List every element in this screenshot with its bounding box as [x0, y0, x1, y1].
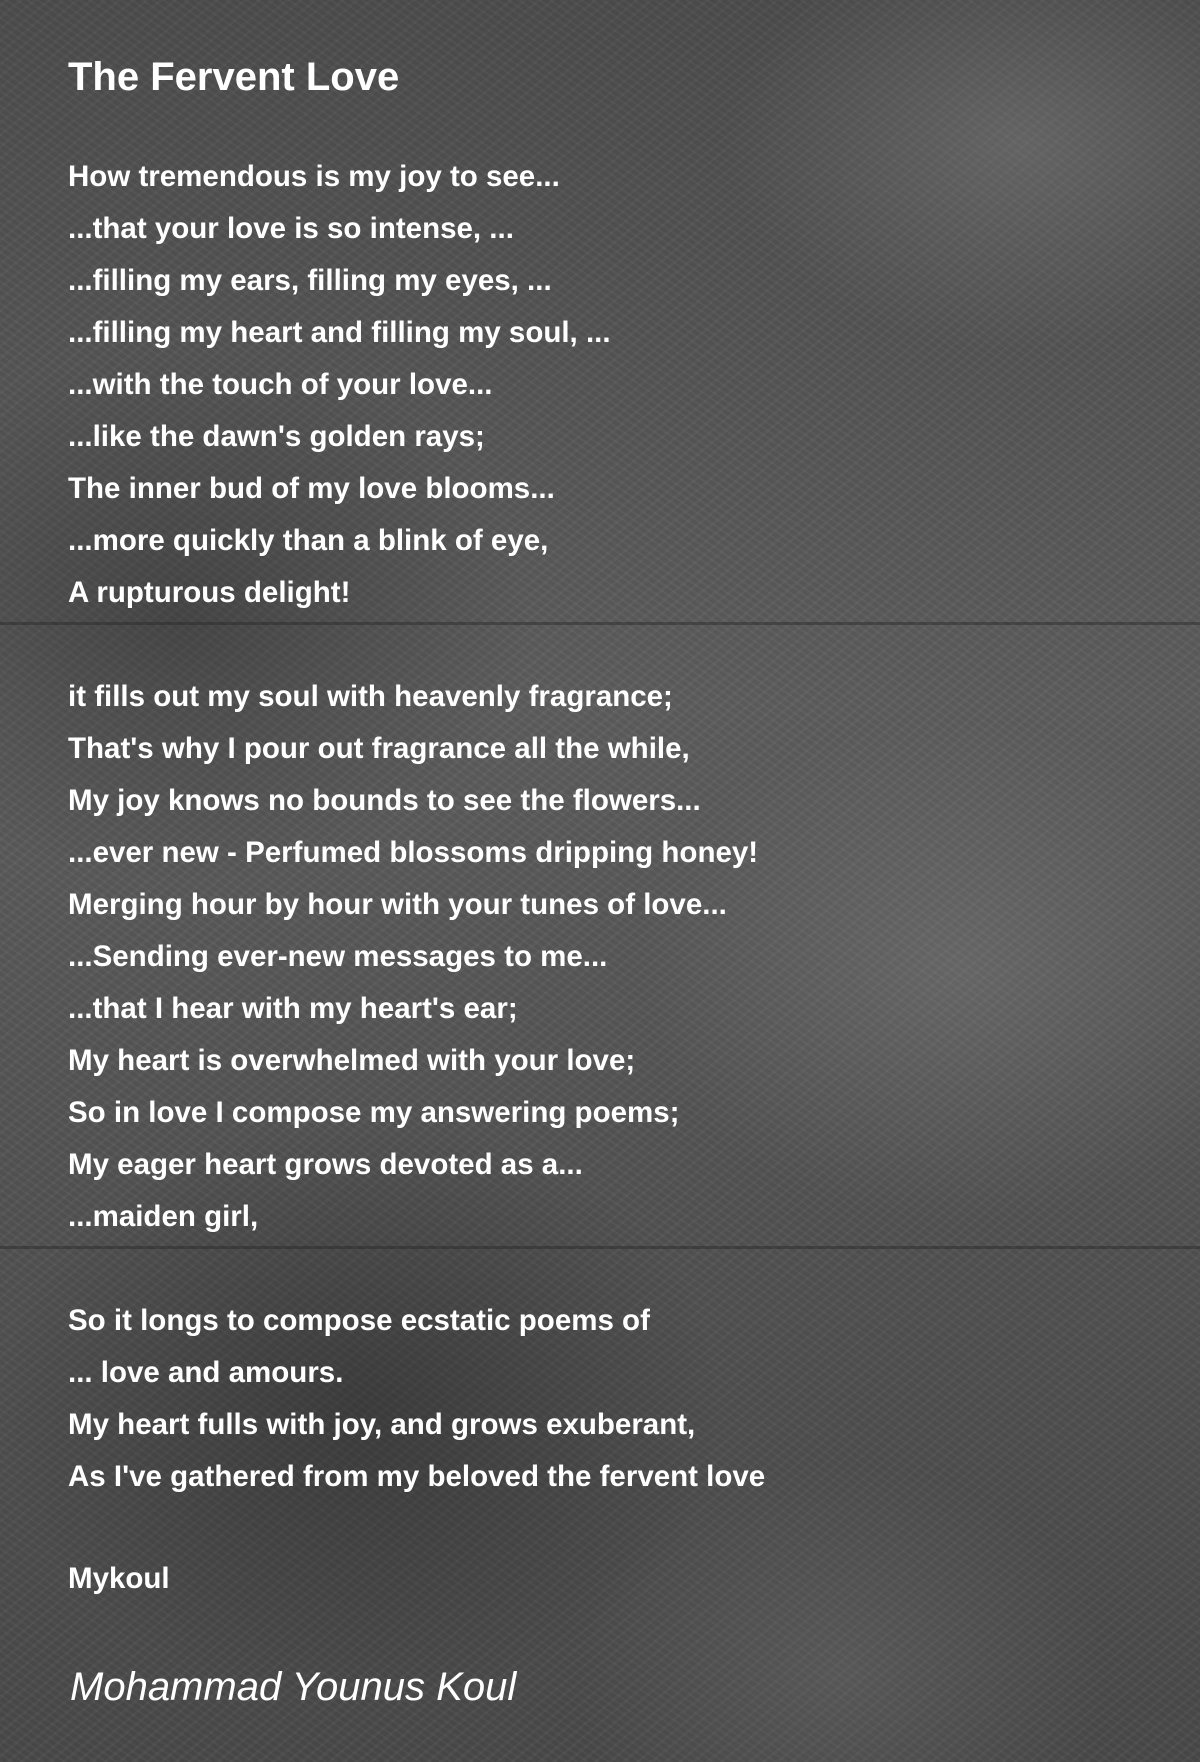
poem-line: My heart is overwhelmed with your love; — [68, 1044, 636, 1077]
poem-line: My heart fulls with joy, and grows exuberant, — [68, 1408, 696, 1441]
poem-title: The Fervent Love — [68, 55, 400, 99]
poem-line: How tremendous is my joy to see... — [68, 160, 560, 193]
poem-line: it fills out my soul with heavenly fragrance; — [68, 680, 673, 713]
poem-line: My eager heart grows devoted as a... — [68, 1148, 583, 1181]
poem-line: ...filling my heart and filling my soul, ... — [68, 316, 611, 349]
poem-line: As I've gathered from my beloved the fervent love — [68, 1460, 766, 1493]
poem-signoff: Mykoul — [68, 1562, 170, 1595]
poem-line: ...ever new - Perfumed blossoms dripping honey! — [68, 836, 759, 869]
poem-line: My joy knows no bounds to see the flowers... — [68, 784, 701, 817]
poem-line: The inner bud of my love blooms... — [68, 472, 555, 505]
poem-line: So it longs to compose ecstatic poems of — [68, 1304, 650, 1337]
stanza-1 — [68, 151, 765, 619]
poem-line: ...like the dawn's golden rays; — [68, 420, 485, 453]
poem-line: ...filling my ears, filling my eyes, ... — [68, 264, 552, 297]
poem-line: ...more quickly than a blink of eye, — [68, 524, 549, 557]
poem-line: That's why I pour out fragrance all the while, — [68, 732, 690, 765]
poem-body — [68, 151, 765, 1555]
poem-line: ... love and amours. — [68, 1356, 344, 1389]
poem-line: ...that your love is so intense, ... — [68, 212, 514, 245]
stanza-2 — [68, 671, 765, 1243]
poem-line: ...Sending ever-new messages to me... — [68, 940, 608, 973]
poem-line: ...that I hear with my heart's ear; — [68, 992, 518, 1025]
poem-line: ...with the touch of your love... — [68, 368, 493, 401]
poem-line: Merging hour by hour with your tunes of love... — [68, 888, 727, 921]
poem-line: So in love I compose my answering poems; — [68, 1096, 680, 1129]
author-name: Mohammad Younus Koul — [70, 1665, 517, 1709]
poem-line: A rupturous delight! — [68, 576, 351, 609]
stanza-3 — [68, 1295, 765, 1503]
poem-line: ...maiden girl, — [68, 1200, 259, 1233]
